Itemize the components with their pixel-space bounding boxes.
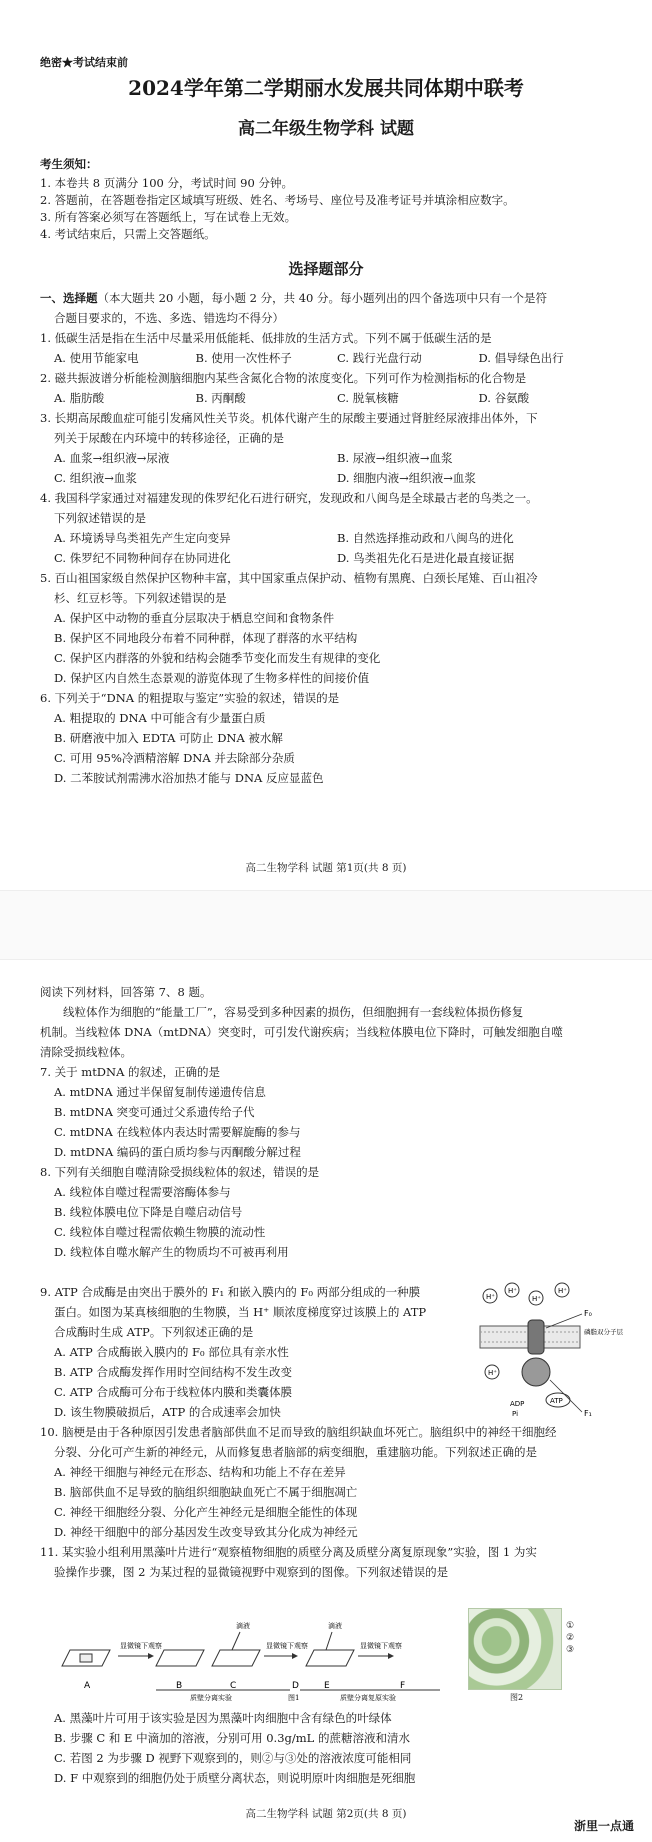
q3-option-a: A. 血浆→组织液→尿液 [54, 451, 170, 465]
q11-option-c: C. 若图 2 为步骤 D 视野下观察到的，则②与③处的溶液浓度可能相同 [54, 1751, 412, 1765]
q4-options-row2 [40, 548, 620, 568]
fig1-label: 图1 [288, 1694, 300, 1702]
q7-stem: 7. 关于 mtDNA 的叙述，正确的是 [40, 1065, 221, 1079]
micrograph-image [468, 1608, 562, 1690]
pi-label: Pi [512, 1410, 519, 1418]
q3-stem-line2: 列关于尿酸在内环境中的转移途径，正确的是 [54, 431, 284, 445]
micro-label-1: 显微镜下观察 [120, 1642, 162, 1650]
q5-option-c: C. 保护区内群落的外貌和结构会随季节变化而发生有规律的变化 [54, 651, 381, 665]
step-c [212, 1632, 260, 1666]
notice-list [40, 175, 610, 243]
h-label: H⁺ [532, 1295, 541, 1303]
section-intro [40, 288, 620, 308]
micro-label-3: 显微镜下观察 [360, 1642, 402, 1650]
q3-options-row2 [40, 468, 620, 488]
experiment-steps-diagram [60, 1610, 460, 1702]
notice-item: 3. 所有答案必须写在答题纸上，写在试卷上无效。 [40, 210, 297, 224]
q11-option-b: B. 步骤 C 和 E 中滴加的溶液，分别可用 0.3g/mL 的蔗糖溶液和清水 [54, 1731, 410, 1745]
step-b [156, 1650, 204, 1666]
q7-option-c: C. mtDNA 在线粒体内表达时需要解旋酶的参与 [54, 1125, 301, 1139]
q5-stem-line2: 杉、红豆杉等。下列叙述错误的是 [54, 591, 227, 605]
membrane-label: 磷脂双分子层 [584, 1328, 623, 1336]
step-label-a: A [84, 1681, 91, 1691]
reading-lead: 阅读下列材料，回答第 7、8 题。 [40, 985, 212, 999]
q6-stem: 6. 下列关于“DNA 的粗提取与鉴定”实验的叙述，错误的是 [40, 691, 340, 705]
h-label: H⁺ [558, 1287, 567, 1295]
f0-subunit [528, 1320, 544, 1354]
atp-label: ATP [550, 1397, 563, 1405]
adp-label: ADP [510, 1400, 525, 1408]
q11-stem: 11. 某实验小组利用黑藻叶片进行“观察植物细胞的质壁分离及质壁分离复原现象”实验，图 1 为实 [40, 1545, 537, 1559]
exam-subtitle: 高二年级生物学科 试题 [238, 119, 414, 139]
page-footer-2: 高二生物学科 试题 第2页(共 8 页) [245, 1808, 407, 1820]
q4-stem: 4. 我国科学家通过对福建发现的侏罗纪化石进行研究，发现政和八闽鸟是全球最古老的鸟类之一。 [40, 491, 538, 505]
mark-1: ① [566, 1621, 575, 1631]
exam-title: 2024学年第二学期丽水发展共同体期中联考 [128, 76, 524, 100]
watermark-brand: 浙里一点通 [573, 1819, 634, 1833]
step-label-b: B [176, 1681, 183, 1691]
exam-page-1 [0, 0, 652, 890]
exp1-label: 质壁分离实验 [190, 1694, 232, 1702]
q8-stem: 8. 下列有关细胞自噬清除受损线粒体的叙述，错误的是 [40, 1165, 320, 1179]
q4-option-c: C. 侏罗纪不同物种间存在协同进化 [54, 551, 231, 565]
q1-option-c: C. 践行光盘行动 [337, 351, 422, 365]
q2-option-d: D. 谷氨酸 [478, 391, 530, 405]
section-intro-label: 一、选择题 [40, 291, 98, 305]
section-intro-line2: 合题目要求的，不选、多选、错选均不得分） [54, 311, 284, 325]
q5-stem: 5. 百山祖国家级自然保护区物种丰富，其中国家重点保护动、植物有黑麂、白颈长尾雉、百山祖冷 [40, 571, 538, 585]
q3-option-c: C. 组织液→血浆 [54, 471, 137, 485]
q1-option-d: D. 倡导绿色出行 [478, 351, 564, 365]
q7-option-b: B. mtDNA 突变可通过父系遗传给子代 [54, 1105, 255, 1119]
q8-option-c: C. 线粒体自噬过程需依赖生物膜的流动性 [54, 1225, 266, 1239]
q10-stem-line2: 分裂、分化可产生新的神经元，从而修复患者脑部的病变细胞，重建脑功能。下列叙述正确的是 [54, 1445, 537, 1459]
secret-mark: 绝密★考试结束前 [40, 56, 128, 69]
q10-option-d: D. 神经干细胞中的部分基因发生改变导致其分化成为神经元 [54, 1525, 358, 1539]
q2-option-b: B. 丙酮酸 [195, 391, 246, 405]
reading-paragraph-line2: 机制。当线粒体 DNA（mtDNA）突变时，可引发代谢疾病；当线粒体膜电位下降时，可触发细胞自噬 [40, 1025, 563, 1039]
f1-label: F₁ [584, 1409, 592, 1418]
reading-paragraph-line1: 线粒体作为细胞的“能量工厂”，容易受到多种因素的损伤，但细胞拥有一套线粒体损伤修复 [63, 1005, 524, 1019]
q10-option-b: B. 脑部供血不足导致的脑组织细胞缺血死亡不属于细胞凋亡 [54, 1485, 358, 1499]
step-e [306, 1632, 354, 1666]
questions-page-2-lower [40, 1422, 620, 1582]
q8-option-b: B. 线粒体膜电位下降是自噬启动信号 [54, 1205, 243, 1219]
q1-options [40, 348, 620, 368]
q7-option-a: A. mtDNA 通过半保留复制传递遗传信息 [54, 1085, 266, 1099]
page-footer-1: 高二生物学科 试题 第1页(共 8 页) [245, 862, 407, 874]
q3-stem: 3. 长期高尿酸血症可能引发痛风性关节炎。机体代谢产生的尿酸主要通过肾脏经尿液排出体外，下 [40, 411, 538, 425]
q2-stem: 2. 磁共振波谱分析能检测脑细胞内某些含氮化合物的浓度变化。下列可作为检测指标的化合物是 [40, 371, 527, 385]
q3-option-b: B. 尿液→组织液→血浆 [337, 451, 453, 465]
reading-paragraph-line3: 清除受损线粒体。 [40, 1045, 132, 1059]
q11-stem-line2: 验操作步骤，图 2 为某过程的显微镜视野中观察到的图像。下列叙述错误的是 [54, 1565, 449, 1579]
q3-option-d: D. 细胞内液→组织液→血浆 [337, 471, 476, 485]
mark-3: ③ [566, 1645, 575, 1655]
q4-option-a: A. 环境诱导鸟类祖先产生定向变异 [54, 531, 231, 545]
q1-stem: 1. 低碳生活是指在生活中尽量采用低能耗、低排放的生活方式。下列不属于低碳生活的是 [40, 331, 492, 345]
q4-options-row1 [40, 528, 620, 548]
exam-page-2 [0, 958, 652, 1842]
step-label-c: C [230, 1681, 237, 1691]
questions-page-1 [40, 288, 620, 788]
q1-option-b: B. 使用一次性杯子 [195, 351, 292, 365]
q8-option-d: D. 线粒体自噬水解产生的物质均不可被再利用 [54, 1245, 289, 1259]
q7-option-d: D. mtDNA 编码的蛋白质均参与丙酮酸分解过程 [54, 1145, 301, 1159]
q6-option-d: D. 二苯胺试剂需沸水浴加热才能与 DNA 反应显蓝色 [54, 771, 324, 785]
micrograph-marks [566, 1620, 574, 1656]
q6-option-a: A. 粗提取的 DNA 中可能含有少量蛋白质 [54, 711, 266, 725]
step-label-f: F [400, 1681, 406, 1691]
q4-option-d: D. 鸟类祖先化石是进化最直接证据 [337, 551, 515, 565]
q10-stem: 10. 脑梗是由于各种原因引发患者脑部供血不足而导致的脑组织缺血坏死亡。脑组织中的神经干细胞经 [40, 1425, 557, 1439]
q9-block [40, 1282, 460, 1422]
q9-option-b: B. ATP 合成酶发挥作用时空间结构不发生改变 [54, 1365, 292, 1379]
q9-stem-line2: 蛋白。如图为某真核细胞的生物膜，当 H⁺ 顺浓度梯度穿过该膜上的 ATP [54, 1305, 427, 1319]
section-intro-text: （本大题共 20 小题，每小题 2 分，共 40 分。每小题列出的四个备选项中只有一个是符 [97, 291, 548, 305]
q6-option-c: C. 可用 95%冷酒精溶解 DNA 并去除部分杂质 [54, 751, 295, 765]
q5-option-b: B. 保护区不同地段分布着不同种群，体现了群落的水平结构 [54, 631, 358, 645]
notice-item: 2. 答题前，在答题卷指定区域填写班级、姓名、考场号、座位号及准考证号并填涂相应数字。 [40, 193, 515, 207]
reading-material [40, 982, 620, 1262]
q4-stem-line2: 下列叙述错误的是 [54, 511, 146, 525]
mark-2: ② [566, 1633, 575, 1643]
q9-stem-line3: 合成酶时生成 ATP。下列叙述正确的是 [54, 1325, 254, 1339]
notice-item: 4. 考试结束后，只需上交答题纸。 [40, 227, 216, 241]
step-a [62, 1650, 110, 1666]
micro-label-2: 显微镜下观察 [266, 1642, 308, 1650]
q4-option-b: B. 自然选择推动政和八闽鸟的进化 [337, 531, 514, 545]
q9-option-d: D. 该生物膜破损后，ATP 的合成速率会加快 [54, 1405, 281, 1419]
step-label-d: D [292, 1681, 299, 1691]
notice-item: 1. 本卷共 8 页满分 100 分，考试时间 90 分钟。 [40, 176, 293, 190]
notice-heading: 考生须知： [40, 157, 98, 171]
atp-synthase-diagram [470, 1276, 630, 1426]
step-label-e: E [324, 1681, 330, 1691]
q8-option-a: A. 线粒体自噬过程需要溶酶体参与 [54, 1185, 231, 1199]
q10-option-c: C. 神经干细胞经分裂、分化产生神经元是细胞全能性的体现 [54, 1505, 358, 1519]
h-label: H⁺ [508, 1287, 517, 1295]
exp2-label: 质壁分离复原实验 [340, 1694, 396, 1702]
q2-options [40, 388, 620, 408]
h-label: H⁺ [486, 1293, 495, 1301]
q3-options-row1 [40, 448, 620, 468]
q1-option-a: A. 使用节能家电 [54, 351, 139, 365]
drip-label-1: 滴液 [236, 1622, 250, 1630]
fig2-label: 图2 [510, 1693, 524, 1702]
q11-option-a: A. 黑藻叶片可用于该实验是因为黑藻叶肉细胞中含有绿色的叶绿体 [54, 1711, 392, 1725]
q10-option-a: A. 神经干细胞与神经元在形态、结构和功能上不存在差异 [54, 1465, 346, 1479]
q2-option-a: A. 脂肪酸 [54, 391, 105, 405]
drip-label-2: 滴液 [328, 1622, 342, 1630]
q11-options [40, 1708, 620, 1788]
q5-option-a: A. 保护区中动物的垂直分层取决于栖息空间和食物条件 [54, 611, 335, 625]
f0-label: F₀ [584, 1309, 592, 1318]
q9-option-a: A. ATP 合成酶嵌入膜内的 F₀ 部位具有亲水性 [54, 1345, 289, 1359]
q2-option-c: C. 脱氧核糖 [337, 391, 399, 405]
q9-option-c: C. ATP 合成酶可分布于线粒体内膜和类囊体膜 [54, 1385, 292, 1399]
page-gap [0, 890, 652, 960]
q5-option-d: D. 保护区内自然生态景观的游览体现了生物多样性的间接价值 [54, 671, 370, 685]
q9-stem: 9. ATP 合成酶是由突出于膜外的 F₁ 和嵌入膜内的 F₀ 两部分组成的一种膜 [40, 1285, 421, 1299]
section-title: 选择题部分 [288, 260, 364, 278]
f1-subunit [522, 1358, 550, 1386]
q11-option-d: D. F 中观察到的细胞仍处于质壁分离状态，则说明原叶肉细胞是死细胞 [54, 1771, 416, 1785]
h-label: H⁺ [488, 1369, 497, 1377]
q6-option-b: B. 研磨液中加入 EDTA 可防止 DNA 被水解 [54, 731, 283, 745]
